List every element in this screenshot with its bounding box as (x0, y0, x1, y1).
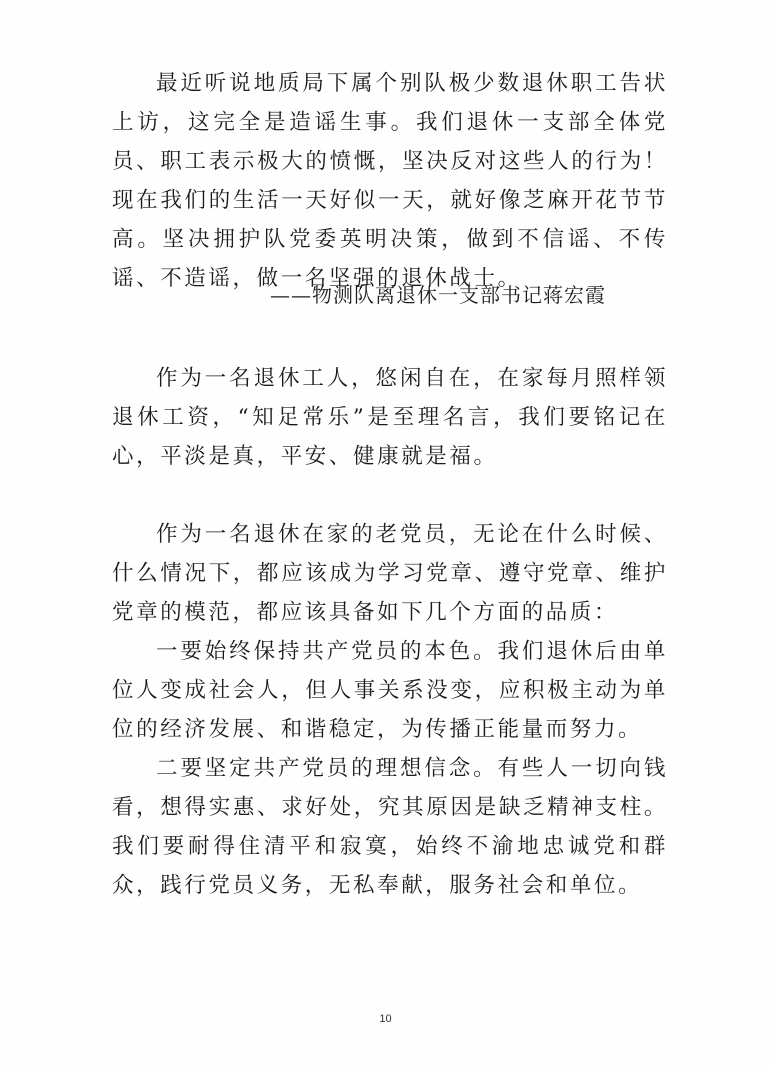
paragraph-point-one: 一要始终保持共产党员的本色。我们退休后由单位人变成社会人，但人事关系没变，应积极主动为单位的经济发展、和谐稳定，为传播正能量而努力。 (112, 639, 668, 742)
paragraph-retired-worker: 作为一名退休工人，悠闲自在，在家每月照样领退休工资，“知足常乐”是至理名言，我们要铭记在心，平淡是真，平安、健康就是福。 (112, 366, 668, 469)
paragraph-rumor-statement: 最近听说地质局下属个别队极少数退休职工告状上访，这完全是造谣生事。我们退休一支部全体党员、职工表示极大的愤慨，坚决反对这些人的行为！现在我们的生活一天好似一天，就好像芝麻开花节节高。坚决拥护队党委英明决策，做到不信谣、不传谣、不造谣，做一名坚强的退休战士。 (112, 71, 668, 291)
page-number: 10 (379, 1013, 392, 1025)
paragraph-point-two: 二要坚定共产党员的理想信念。有些人一切向钱看，想得实惠、求好处，究其原因是缺乏精神支柱。我们要耐得住清平和寂寞，始终不渝地忠诚党和群众，践行党员义务，无私奉献，服务社会和单位。 (112, 756, 668, 898)
paragraph-old-party-member: 作为一名退休在家的老党员，无论在什么时候、什么情况下，都应该成为学习党章、遵守党章、维护党章的模范，都应该具备如下几个方面的品质： (112, 522, 668, 625)
signature-line: ——物测队离退休一支部书记蒋宏霞 (270, 283, 606, 307)
